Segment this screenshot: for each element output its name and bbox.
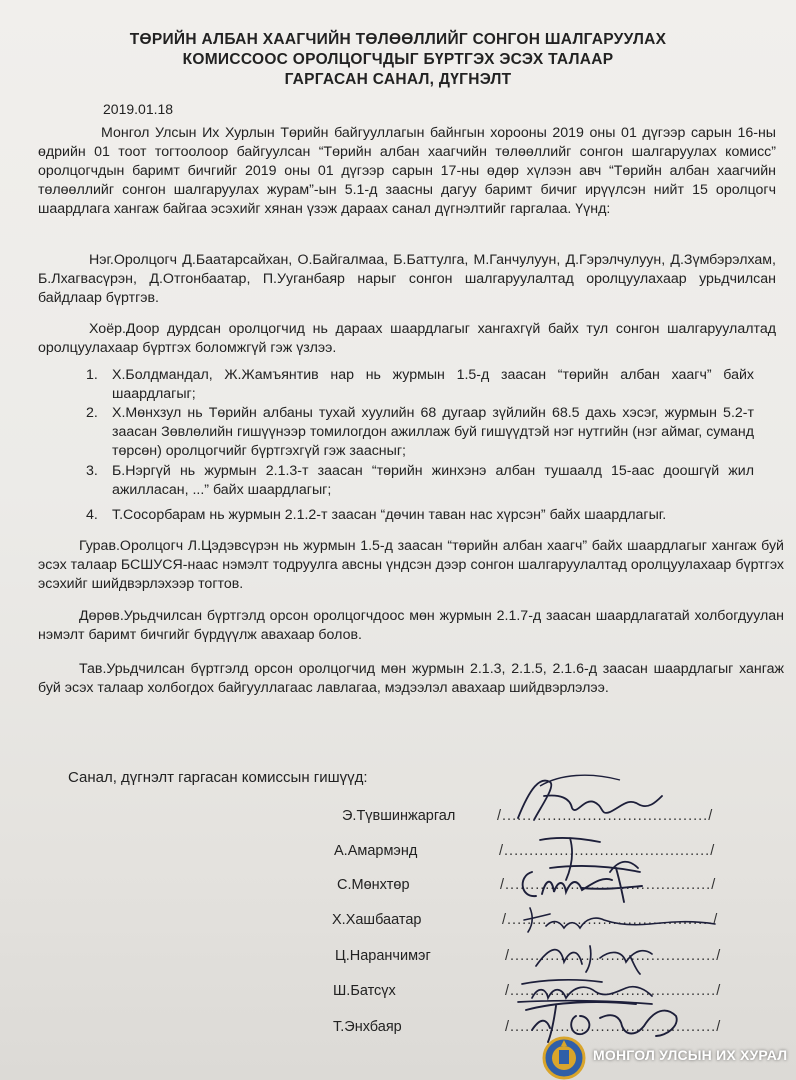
parliament-watermark [541,1034,796,1080]
signature-heading: Санал, дүгнэлт гаргасан комиссын гишүүд: [68,769,368,786]
paragraph-one: Нэг.Оролцогч Д.Баатарсайхан, О.Байгалмаа, Б.Баттулга, М.Ганчулуун, Д.Гэрэлчулуун, Д.Зүмбэрэлхам, Б.Лхагвасүрэн, Д.Отгонбаатар, П.Ууганбаяр нарыг сонгон шалгаруулалтад оролцуулахаар урьдчилсан байдлаар бүртгэв. [38,252,776,306]
intro-paragraph: Монгол Улсын Их Хурлын Төрийн байгууллагын байнгын хорооны 2019 оны 01 дүгээр сарын 16-ны өдрийн 01 тоот тогтоолоор байгуулсан “Төрийн албан хаагчийн төлөөллийг сонгон шалгаруулах комисс” оролцогчдын баримт бичгийг 2019 оны 01 дүгээр сарын 17-ны өдөр хүлээн авч “Төрийн албан хаагчийн төлөөллийг сонгон шалгаруулах журам”-ын 5.1-д заасны дагуу баримт бичиг ирүүлсэн нийт 15 оролцогч шаардлага хангаж байгаа эсэхийг хянан үзэж дараах санал дүгнэлтийг гаргалаа. Үүнд: [38,125,776,217]
member-name: Ш.Батсүх [333,983,396,999]
signature-line: /........................................./ [502,912,719,928]
list-item-number: 4. [86,507,98,523]
list-item-number: 2. [86,405,98,421]
list-item-number: 3. [86,463,98,479]
paragraph-five: Тав.Урьдчилсан бүртгэлд орсон оролцогчид мөн журмын 2.1.3, 2.1.5, 2.1.6-д заасан шаардлагыг хангаж буй эсэх талаар холбогдох байгууллагаас лавлагаа, мэдээлэл авахаар шийдвэрлэлээ. [38,661,784,696]
signature-line: /........................................./ [499,843,716,859]
signature-line: /........................................./ [505,948,722,964]
document-title [0,30,796,90]
signature-line: /........................................./ [500,877,717,893]
list-item-text: Х.Мөнхзул нь Төрийн албаны тухай хуулийн 68 дугаар зүйлийн 68.5 дахь хэсэг, журмын 5.2-т заасан Зөвлөлийн гишүүнээр томилогдон ажиллаж буй гишүүдтэй нэг нутгийн (нэг аймаг, суманд төрсөн) оролцогчийг бүртгэхгүй гэж заасныг; [112,405,754,459]
member-name: Т.Энхбаяр [333,1019,402,1035]
document-date: 2019.01.18 [103,101,174,117]
member-name: Э.Түвшинжаргал [342,808,456,824]
list-item [86,404,754,461]
member-name: А.Амармэнд [334,843,418,859]
signature-line: /........................................./ [505,1019,722,1035]
watermark-text: МОНГОЛ УЛСЫН ИХ ХУРАЛ [593,1047,788,1063]
title-line-1: ТӨРИЙН АЛБАН ХААГЧИЙН ТӨЛӨӨЛЛИЙГ СОНГОН ШАЛГАРУУЛАХ [129,31,667,48]
member-name: Х.Хашбаатар [332,912,422,928]
paragraph-two: Хоёр.Доор дурдсан оролцогчид нь дараах шаардлагыг хангахгүй байх тул сонгон шалгаруулалтад оролцуулахаар бүртгэх боломжгүй гэж үзлээ. [38,321,776,356]
paragraph-four: Дөрөв.Урьдчилсан бүртгэлд орсон оролцогчдоос мөн журмын 2.1.7-д заасан шаардлагатай холбогдуулан нэмэлт баримт бичгийг бүрдүүлж авахаар болов. [38,608,784,643]
list-item-text: Т.Сосорбарам нь журмын 2.1.2-т заасан “дөчин таван нас хүрсэн” байх шаардлагыг. [112,507,667,523]
list-item [86,366,754,404]
list-item-text: Б.Нэргүй нь журмын 2.1.3-т заасан “төрийн жинхэнэ албан тушаалд 15-аас доошгүй жил ажилласан, ...” байх шаардлагыг; [112,463,754,498]
member-name: Ц.Наранчимэг [335,948,431,964]
title-line-3: ГАРГАСАН САНАЛ, ДҮГНЭЛТ [284,71,512,88]
signature-4 [520,898,720,938]
parliament-emblem-icon [541,1034,587,1080]
member-name: С.Мөнхтөр [337,877,410,893]
signature-line: /........................................./ [497,808,714,824]
signature-1 [510,768,670,828]
list-item [86,506,772,525]
list-item-number: 1. [86,367,98,383]
list-item [86,462,754,500]
paragraph-three: Гурав.Оролцогч Л.Цэдэвсүрэн нь журмын 1.5-д заасан “төрийн албан хаагч” байх шаардлагыг хангаж буй эсэх талаар БСШУСЯ-наас нэмэлт тодруулга авсны үндсэн дээр сонгон шалгаруулалтад оролцуулахаар бүртгэх эсэхийг шийдвэрлэхээр тогтов. [38,538,784,592]
list-item-text: Х.Болдмандал, Ж.Жамъянтив нар нь журмын 1.5-д заасан “төрийн албан хаагч” байх шаардлагыг; [112,367,754,402]
title-line-2: КОМИССООС ОРОЛЦОГЧДЫГ БҮРТГЭХ ЭСЭХ ТАЛААР [182,51,614,68]
signature-line: /........................................./ [505,983,722,999]
